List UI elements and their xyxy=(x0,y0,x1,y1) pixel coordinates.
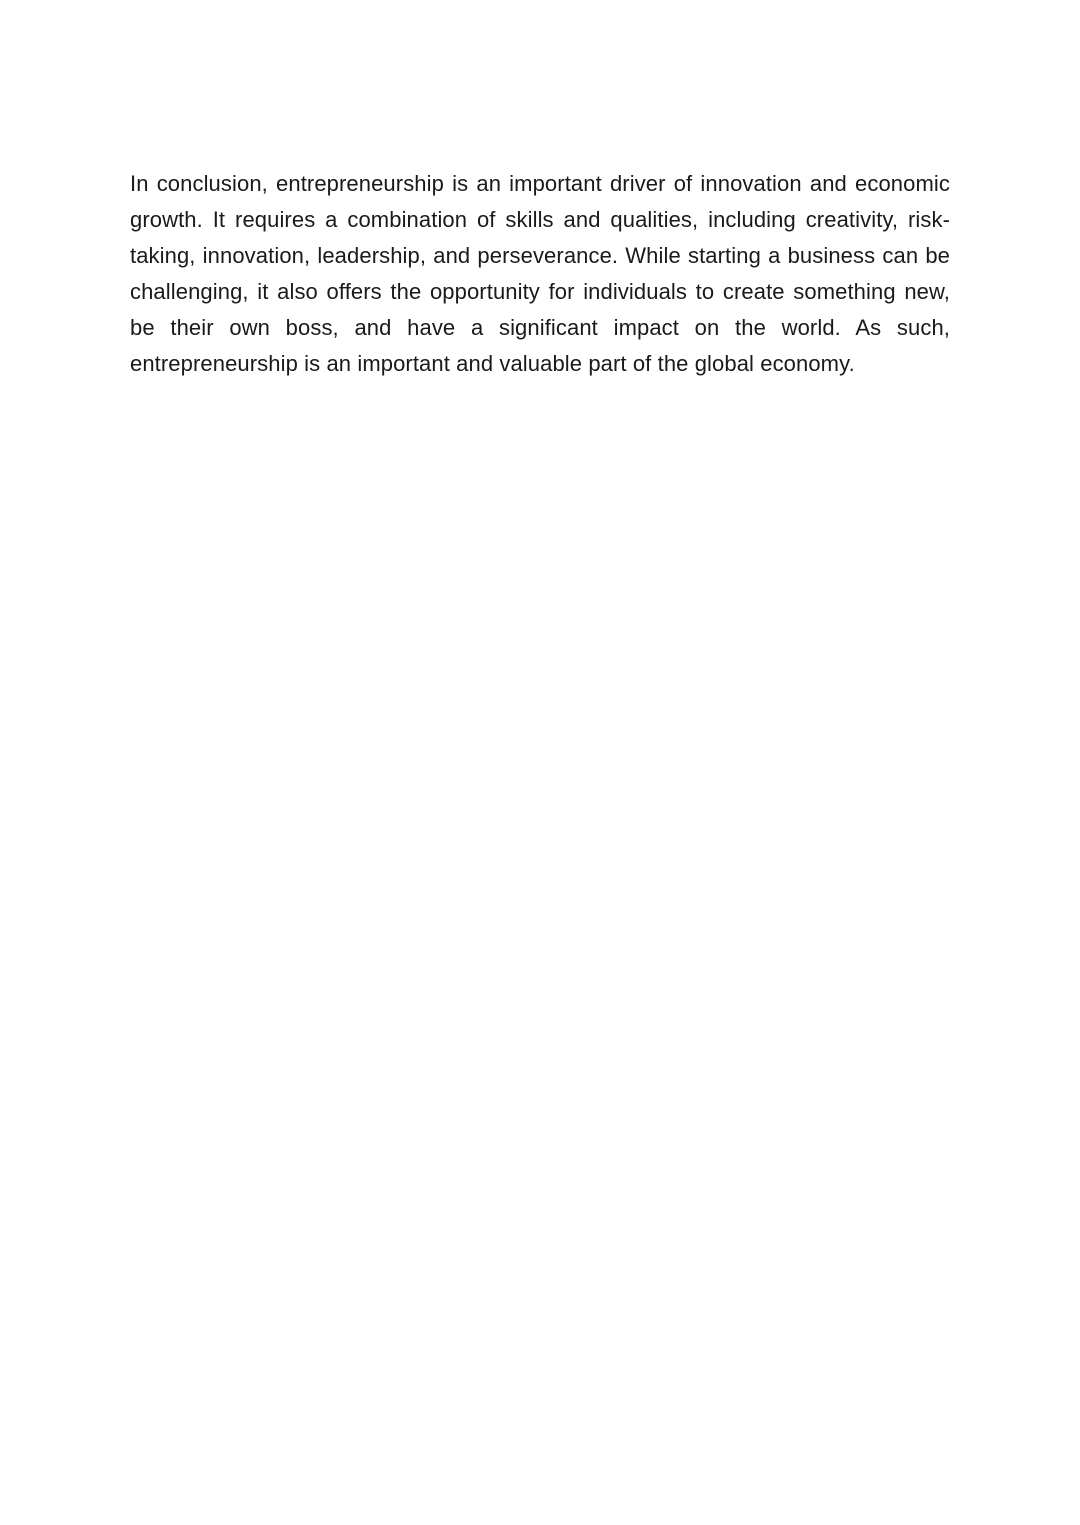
conclusion-paragraph: In conclusion, entrepreneurship is an important driver of innovation and economic growth. It requires a combination of skills and qualities, including creativity, risk-taking, innovation, leadership, and perseverance. While starting a business can be challenging, it also offers the opportunity for individuals to create something new, be their own boss, and have a significant impact on the world. As such, entrepreneurship is an important and valuable part of the global economy. xyxy=(130,171,950,376)
document-body xyxy=(130,166,950,382)
